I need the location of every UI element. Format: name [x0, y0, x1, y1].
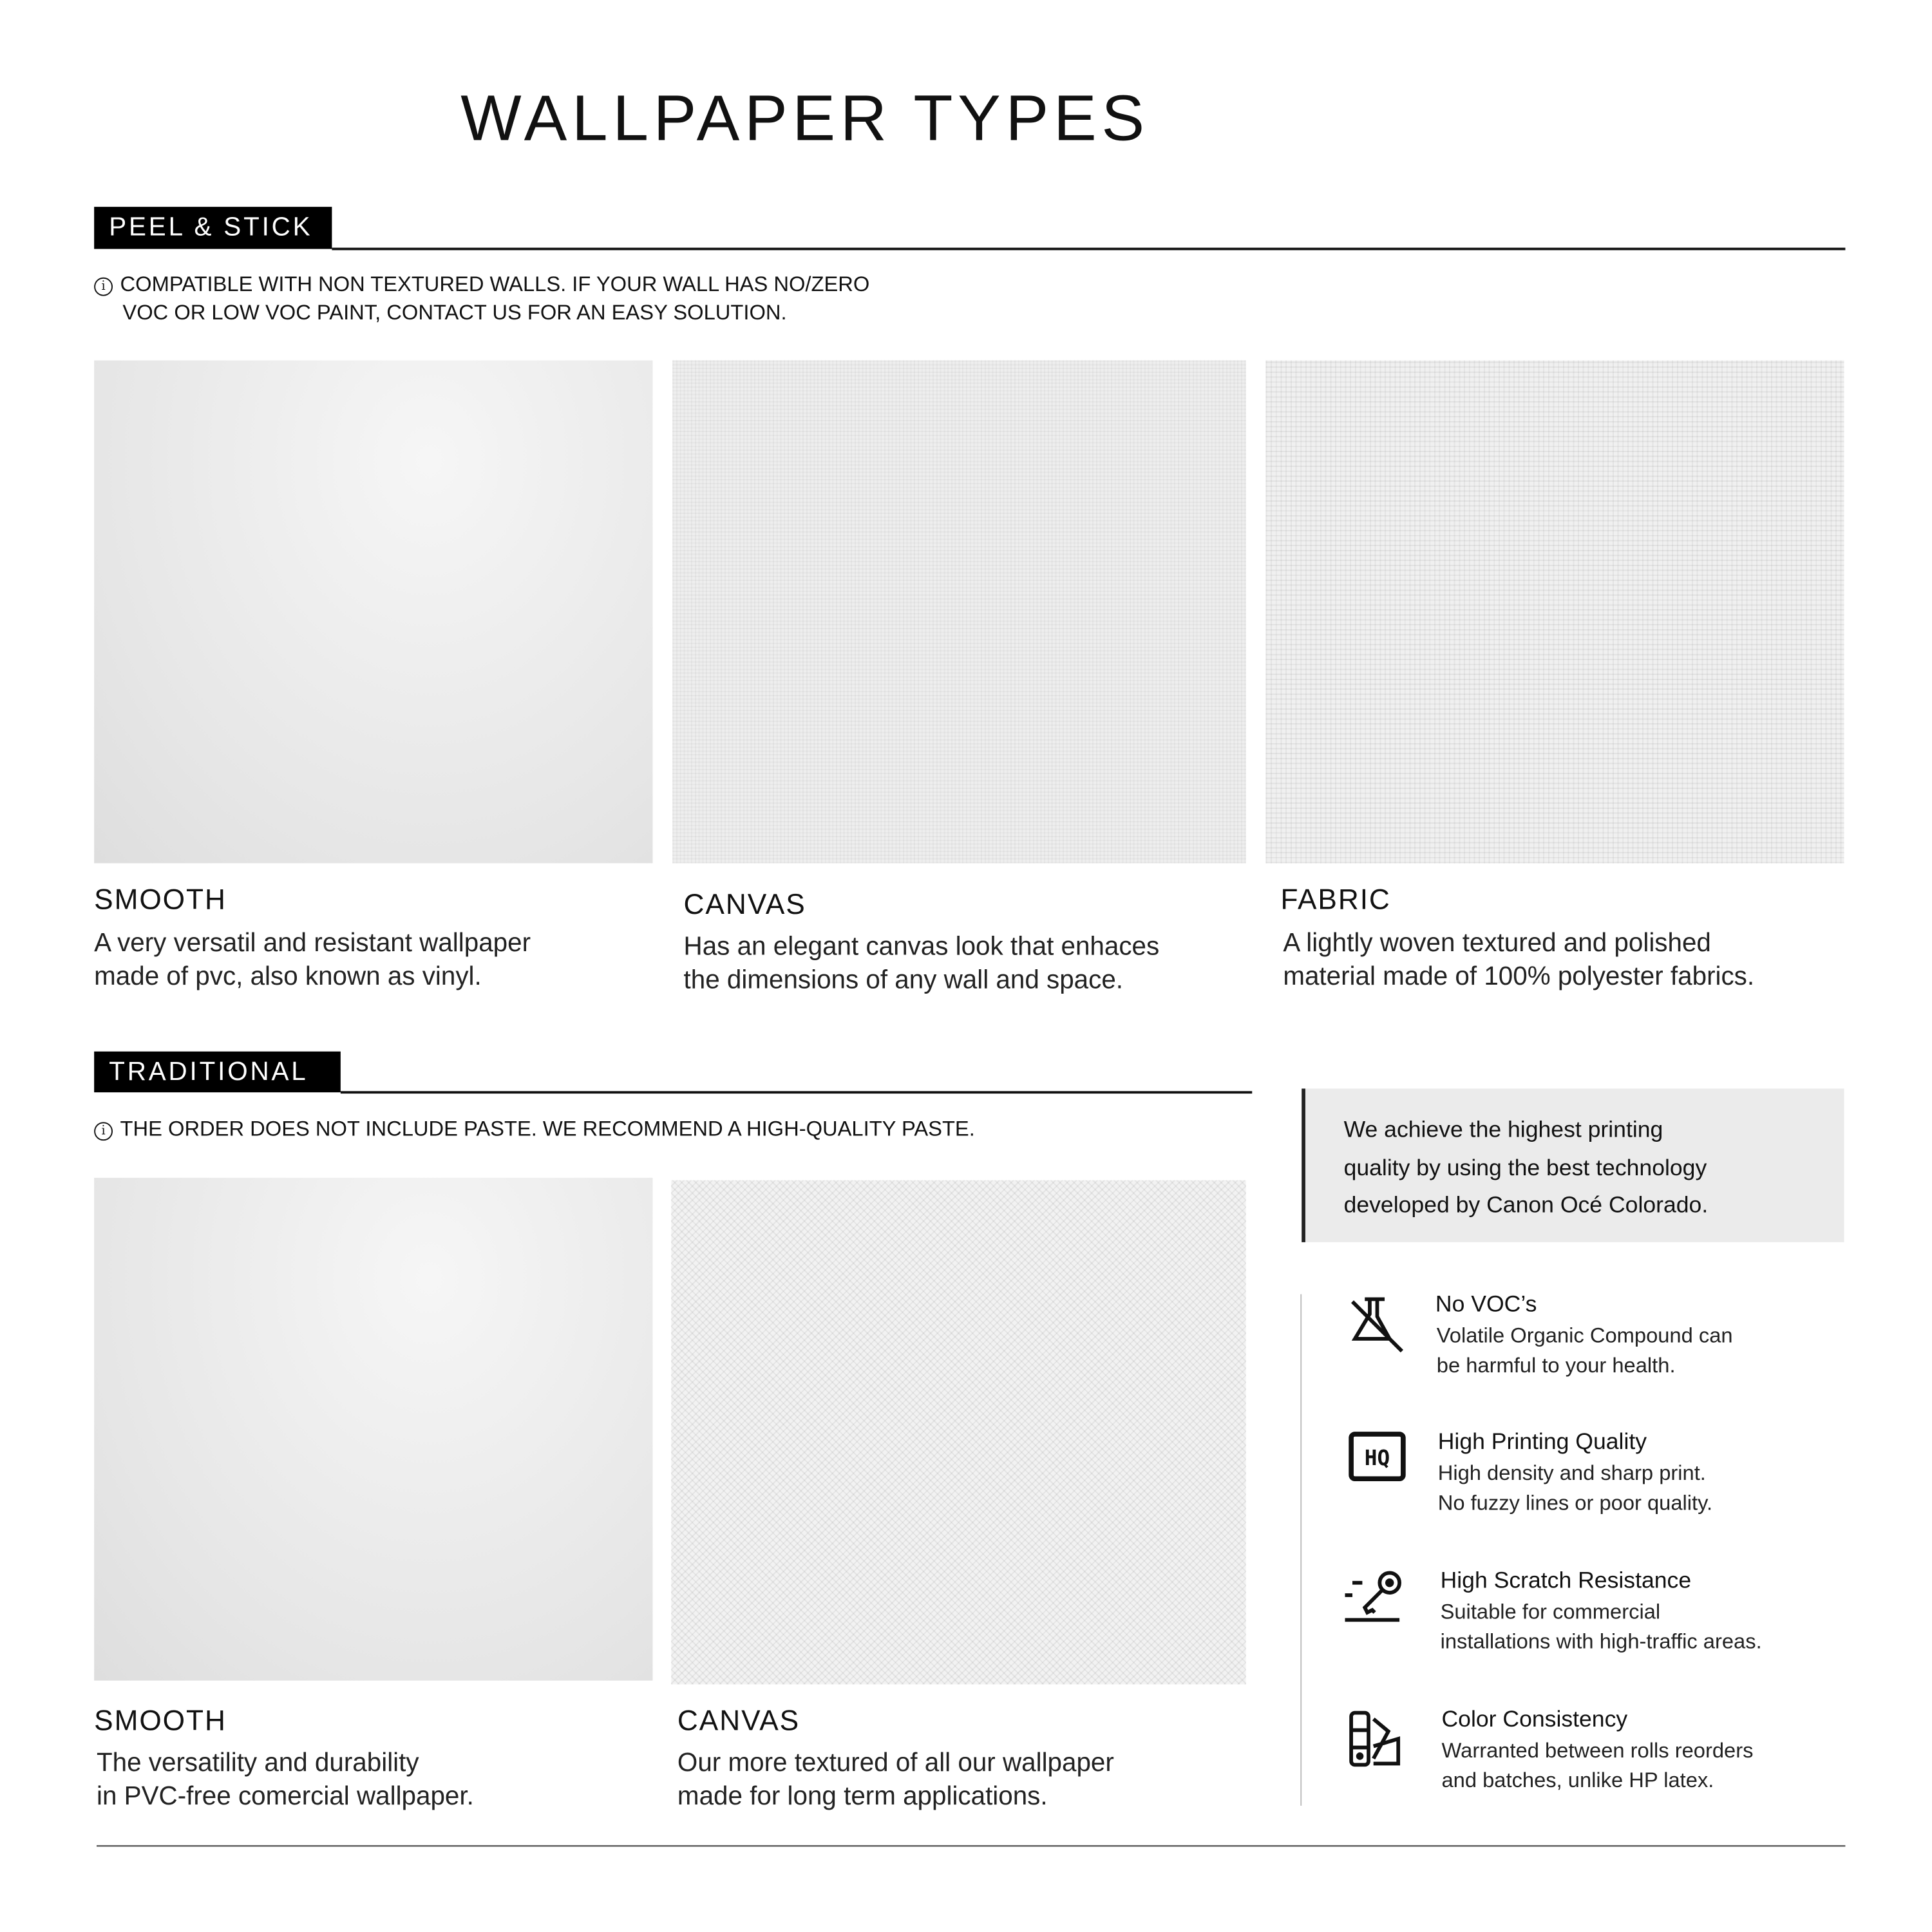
color-swatch-icon — [1347, 1709, 1406, 1768]
divider-vertical — [1300, 1294, 1302, 1806]
hq-icon — [1347, 1426, 1406, 1486]
feature-title: Color Consistency — [1441, 1705, 1628, 1732]
info-text: VOC OR LOW VOC PAINT, CONTACT US FOR AN EASY SOLUTION. — [122, 301, 787, 325]
smooth-texture-image — [94, 361, 652, 864]
feature-title: High Printing Quality — [1437, 1428, 1647, 1454]
no-flask-icon — [1347, 1294, 1406, 1354]
page-title: WALLPAPER TYPES — [460, 82, 1150, 155]
type-description: Has an elegant canvas look that enhaces the dimensions of any wall and space. — [683, 933, 1160, 995]
feature-title: No VOC’s — [1435, 1290, 1537, 1317]
key-scratch-icon — [1343, 1568, 1402, 1627]
traditional-info — [94, 1115, 975, 1143]
type-name: SMOOTH — [94, 883, 227, 916]
smooth-texture-image — [94, 1178, 652, 1681]
type-description: A very versatil and resistant wallpaper made of pvc, also known as vinyl. — [94, 929, 531, 991]
feature-title: High Scratch Resistance — [1440, 1566, 1692, 1593]
type-name: CANVAS — [683, 887, 806, 920]
type-name: FABRIC — [1280, 883, 1391, 916]
info-text: THE ORDER DOES NOT INCLUDE PASTE. WE RECOMMEND A HIGH-QUALITY PASTE. — [120, 1117, 975, 1141]
feature-description: Volatile Organic Compound can be harmful to your health. — [1436, 1323, 1733, 1378]
fabric-texture-image — [1265, 361, 1844, 864]
type-description: A lightly woven textured and polished material made of 100% polyester fabrics. — [1283, 929, 1755, 991]
info-text: COMPATIBLE WITH NON TEXTURED WALLS. IF YOUR WALL HAS NO/ZERO — [120, 272, 870, 296]
feature-description: High density and sharp print. No fuzzy lines or poor quality. — [1437, 1461, 1713, 1515]
info-icon: i — [94, 278, 113, 296]
type-name: SMOOTH — [94, 1704, 227, 1737]
type-description: The versatility and durability in PVC-free comercial wallpaper. — [97, 1748, 474, 1811]
divider — [332, 248, 1845, 251]
peel-stick-info — [94, 270, 869, 327]
divider — [341, 1091, 1252, 1094]
canvas-texture-image — [672, 361, 1245, 864]
type-name: CANVAS — [677, 1704, 800, 1737]
bottom-divider — [97, 1845, 1845, 1846]
info-icon: i — [94, 1122, 113, 1141]
type-description: Our more textured of all our wallpaper made for long term applications. — [677, 1748, 1114, 1811]
section-label-peel-stick: PEEL & STICK — [94, 207, 332, 249]
svg-text:HQ: HQ — [1364, 1446, 1390, 1471]
technology-note: We achieve the highest printing quality by using the best technology developed by Canon Océ Colorado. — [1302, 1088, 1844, 1242]
feature-description: Warranted between rolls reorders and batches, unlike HP latex. — [1441, 1739, 1754, 1792]
canvas-texture-image — [671, 1180, 1245, 1685]
section-label-traditional: TRADITIONAL — [94, 1052, 341, 1092]
feature-description: Suitable for commercial installations with high-traffic areas. — [1440, 1600, 1762, 1654]
